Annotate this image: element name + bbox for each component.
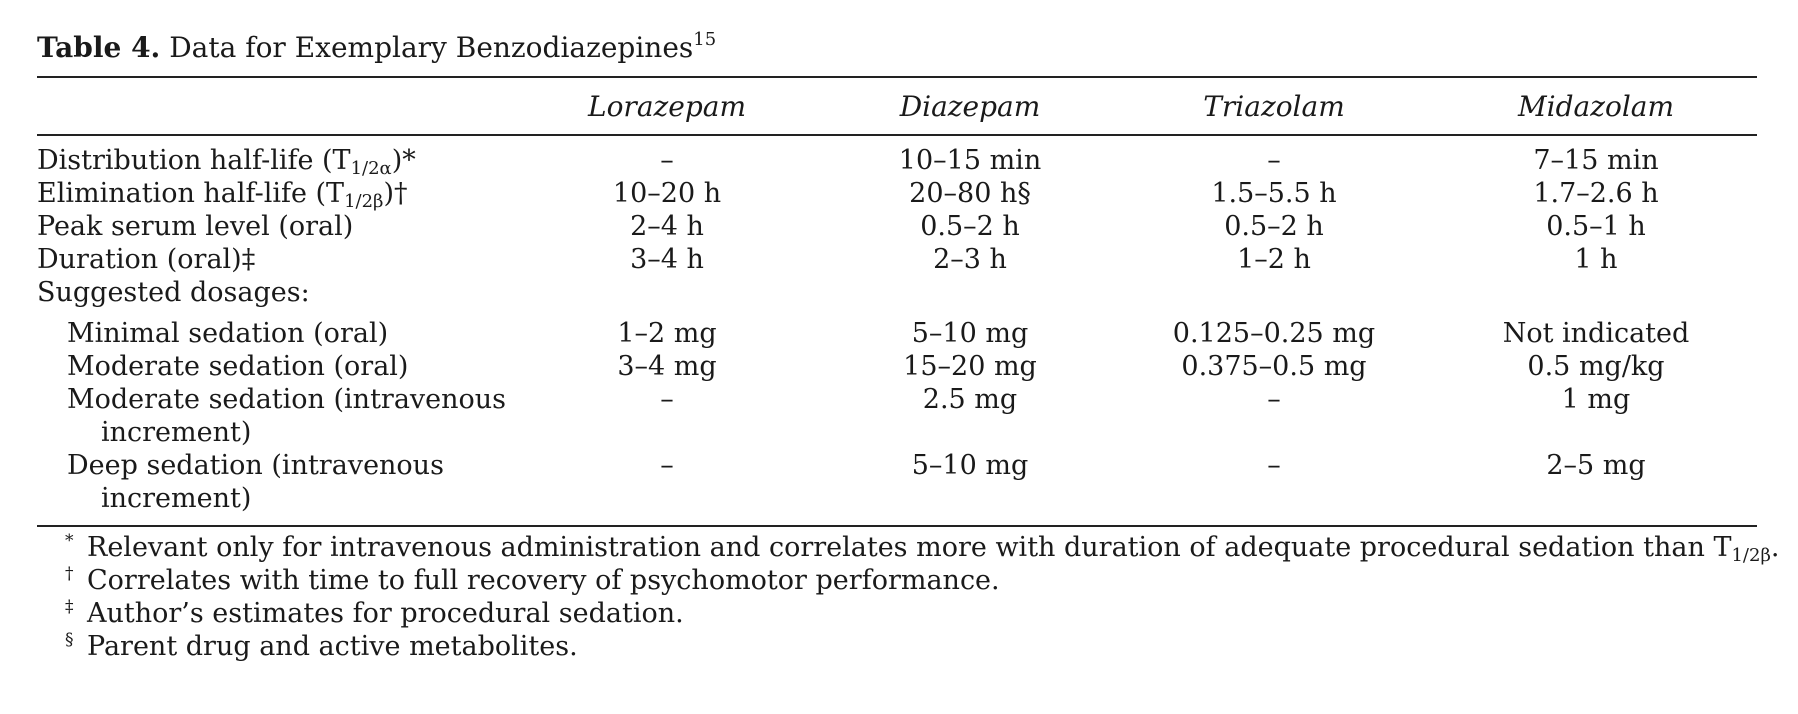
row-label (37, 135, 507, 177)
table-row (37, 177, 1757, 210)
table-cell: 1 mg (1561, 384, 1631, 415)
table-row (37, 449, 1757, 526)
table-footnotes (37, 531, 1780, 663)
row-label (37, 383, 507, 449)
table-cell: 1–2 h (1237, 244, 1311, 275)
table-header-row (37, 77, 1757, 135)
benzodiazepine-data-table (37, 76, 1757, 527)
footnote: † Correlates with time to full recovery of psychomotor performance. (65, 564, 1000, 596)
table-cell: 7–15 min (1533, 145, 1659, 176)
footnote-text: Relevant only for intravenous administration and correlates more with duration of adequate procedural sedation than T (87, 532, 1732, 563)
column-header: Diazepam (827, 77, 1113, 135)
table-cell: – (1267, 450, 1281, 481)
table-cell: – (1267, 384, 1281, 415)
row-label-text: Deep sedation (intravenous increment) (67, 450, 444, 514)
table-cell: 10–15 min (898, 145, 1042, 176)
table-row (37, 383, 1757, 449)
section-heading-row (37, 276, 1757, 309)
footnote: § Parent drug and active metabolites. (65, 630, 578, 662)
table-cell: 3–4 h (630, 244, 704, 275)
table-cell: 1–2 mg (617, 318, 717, 349)
table-cell: 2–3 h (933, 244, 1007, 275)
row-label: Minimal sedation (oral) (67, 318, 389, 349)
footnote-text: Author’s estimates for procedural sedation. (87, 598, 684, 629)
header-blank (37, 77, 507, 135)
row-label-suffix: )† (383, 178, 408, 209)
table-cell: 0.5–2 h (1224, 211, 1324, 242)
table-row (37, 210, 1757, 243)
section-heading: Suggested dosages: (37, 277, 310, 308)
table-cell: 0.5 mg/kg (1527, 351, 1665, 382)
table-cell: – (1267, 145, 1281, 176)
table-figure (37, 28, 1780, 663)
footnote-suffix: . (1770, 532, 1780, 563)
table-number: Table 4. (37, 31, 161, 64)
table-row (37, 135, 1757, 177)
row-label (37, 449, 507, 526)
table-cell: 10–20 h (612, 178, 722, 209)
table-cell: – (660, 145, 674, 176)
table-row (37, 309, 1757, 350)
column-header: Triazolam (1113, 77, 1435, 135)
table-cell: 0.125–0.25 mg (1172, 318, 1376, 349)
table-cell: 2–4 h (630, 211, 704, 242)
table-cell: 1 h (1574, 244, 1618, 275)
row-label-text: Moderate sedation (intravenous increment) (67, 384, 507, 448)
row-label: Duration (oral)‡ (37, 244, 256, 275)
table-caption (37, 28, 1757, 68)
row-label-suffix: )* (391, 145, 416, 176)
footnote-text: Parent drug and active metabolites. (87, 631, 578, 662)
table-row (37, 243, 1757, 276)
table-cell: 0.5–2 h (920, 211, 1020, 242)
table-cell: – (660, 384, 674, 415)
column-header: Midazolam (1435, 77, 1757, 135)
table-title: Data for Exemplary Benzodiazepines (169, 31, 694, 64)
table-cell: 2.5 mg (922, 384, 1018, 415)
row-label (37, 177, 507, 210)
table-cell: 0.375–0.5 mg (1181, 351, 1367, 382)
footnote: * Relevant only for intravenous administration and correlates more with duration of adequate procedural sedation than $T_{1/2\beta}$. (65, 531, 1780, 566)
table-cell: Not indicated (1502, 318, 1690, 349)
table-cell: 2–5 mg (1546, 450, 1646, 481)
row-label: Peak serum level (oral) (37, 211, 354, 242)
footnote: ‡ Author’s estimates for procedural sedation. (65, 597, 684, 629)
table-cell: – (660, 450, 674, 481)
row-label-text: Distribution half-life (T (37, 145, 351, 176)
table-cell: 1.5–5.5 h (1211, 178, 1337, 209)
row-label: Moderate sedation (oral) (67, 351, 409, 382)
table-cell: 3–4 mg (617, 351, 717, 382)
reference-superscript: 15 (693, 29, 717, 50)
column-header: Lorazepam (507, 77, 827, 135)
table-cell: 0.5–1 h (1546, 211, 1646, 242)
footnote-subscript: 1/2β (1731, 545, 1771, 566)
table-cell: 1.7–2.6 h (1533, 178, 1659, 209)
row-label-text: Elimination half-life (T (37, 178, 345, 209)
table-cell: 5–10 mg (911, 318, 1029, 349)
table-row (37, 350, 1757, 383)
table-cell: 5–10 mg (911, 450, 1029, 481)
row-label-subscript: 1/2α (350, 158, 392, 179)
table-cell: 15–20 mg (903, 351, 1037, 382)
footnote-text: Correlates with time to full recovery of psychomotor performance. (87, 565, 1000, 596)
row-label-subscript: 1/2β (344, 191, 384, 212)
table-cell: 20–80 h§ (909, 178, 1031, 209)
